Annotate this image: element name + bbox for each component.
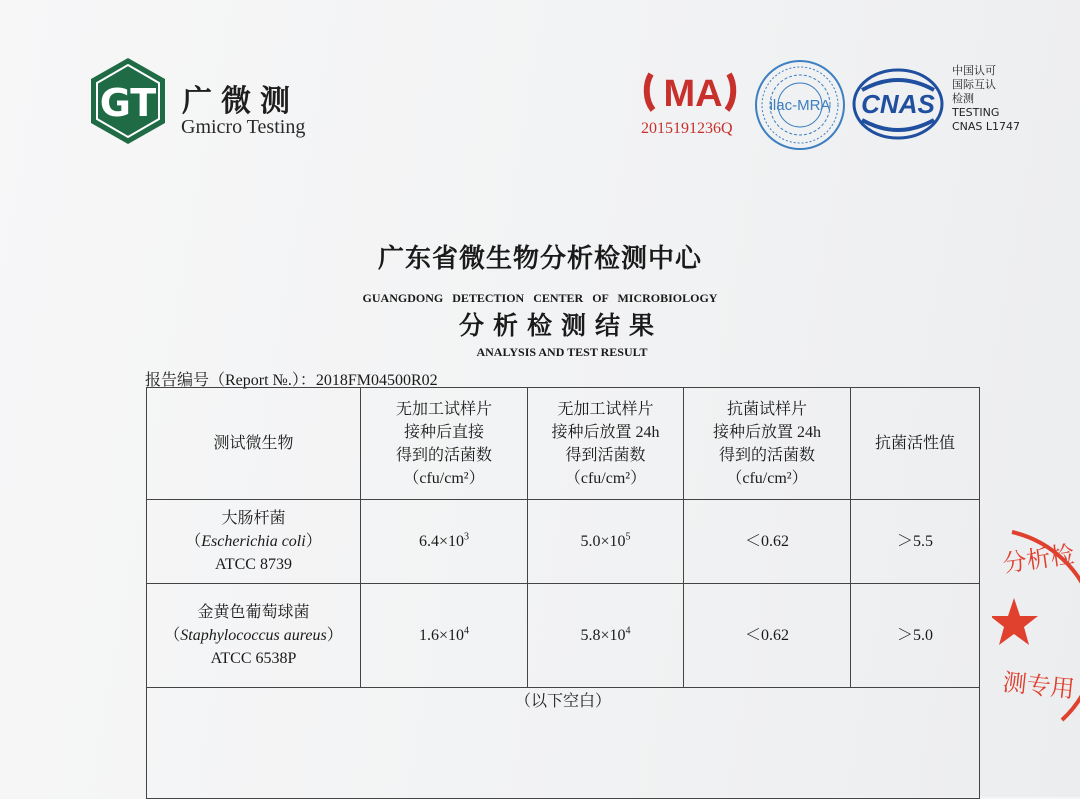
brand-name-cn: 广微测	[182, 84, 299, 119]
cnas-side-line: TESTING	[952, 106, 1000, 119]
value-cell: $1.6\times 10^4$	[361, 584, 528, 688]
title-en: GUANGDONG DETECTION CENTER OF MICROBIOLOGY	[362, 291, 718, 305]
value-cell: $5.0\times 10^5$	[528, 500, 684, 584]
stamp-text-top: 分析检	[1000, 540, 1077, 578]
report-number: 报告编号（Report №.）：2018FM04500R02	[145, 372, 438, 389]
title-cn: 广东省微生物分析检测中心	[377, 244, 702, 274]
ilac-text: ilac-MRA	[769, 97, 831, 114]
table-header-row	[147, 388, 980, 500]
cma-number: 2015191236Q	[641, 120, 733, 137]
value-cell: ＞5.0	[851, 584, 980, 688]
value-cell: ＜0.62	[684, 584, 851, 688]
header-cell: 抗菌活性值	[851, 388, 980, 500]
header-cell: 无加工试样片 接种后直接 得到的活菌数 （cfu/cm²）	[361, 388, 528, 500]
table-row	[147, 500, 980, 584]
cnas-mark-icon	[852, 68, 944, 140]
brand-name-en: Gmicro Testing	[181, 116, 306, 138]
header-cell: 测试微生物	[147, 388, 361, 500]
stamp-text-bottom: 测专用	[1001, 668, 1076, 704]
subtitle-en: ANALYSIS AND TEST RESULT	[476, 345, 648, 359]
organism-cell: 金黄色葡萄球菌 （Staphylococcus aureus） ATCC 6538P	[147, 584, 361, 688]
blank-row	[147, 688, 980, 799]
value-cell: ＞5.5	[851, 500, 980, 584]
blank-note-cell	[147, 688, 980, 799]
value-cell: $5.8\times 10^4$	[528, 584, 684, 688]
organism-cell: 大肠杆菌 （Escherichia coli） ATCC 8739	[147, 500, 361, 584]
header-cell: 抗菌试样片 接种后放置 24h 得到的活菌数 （cfu/cm²）	[684, 388, 851, 500]
subtitle-cn: 分析检测结果	[458, 311, 663, 340]
blank-note: （以下空白）	[514, 693, 611, 710]
logo-letters: GT	[99, 81, 157, 125]
cnas-side-line: 国际互认	[952, 78, 996, 91]
table-row	[147, 584, 980, 688]
gt-logo-icon	[89, 56, 167, 146]
cma-mark-icon	[643, 66, 737, 116]
cnas-side-text	[952, 64, 1020, 134]
latin-name: Staphylococcus aureus	[180, 627, 327, 644]
latin-name: Escherichia coli	[201, 533, 306, 550]
value-cell: ＜0.62	[684, 500, 851, 584]
result-table	[146, 387, 980, 799]
cma-text: MA	[663, 73, 723, 115]
cnas-side-line: 检测	[952, 92, 974, 105]
value-cell: $6.4\times 10^3$	[361, 500, 528, 584]
seal-stamp-icon	[992, 520, 1080, 740]
cnas-text: CNAS	[861, 89, 935, 119]
ilac-mra-icon	[752, 58, 848, 152]
header-cell: 无加工试样片 接种后放置 24h 得到活菌数 （cfu/cm²）	[528, 388, 684, 500]
cnas-side-line: 中国认可	[952, 64, 996, 77]
cnas-side-line: CNAS L1747	[952, 120, 1021, 133]
